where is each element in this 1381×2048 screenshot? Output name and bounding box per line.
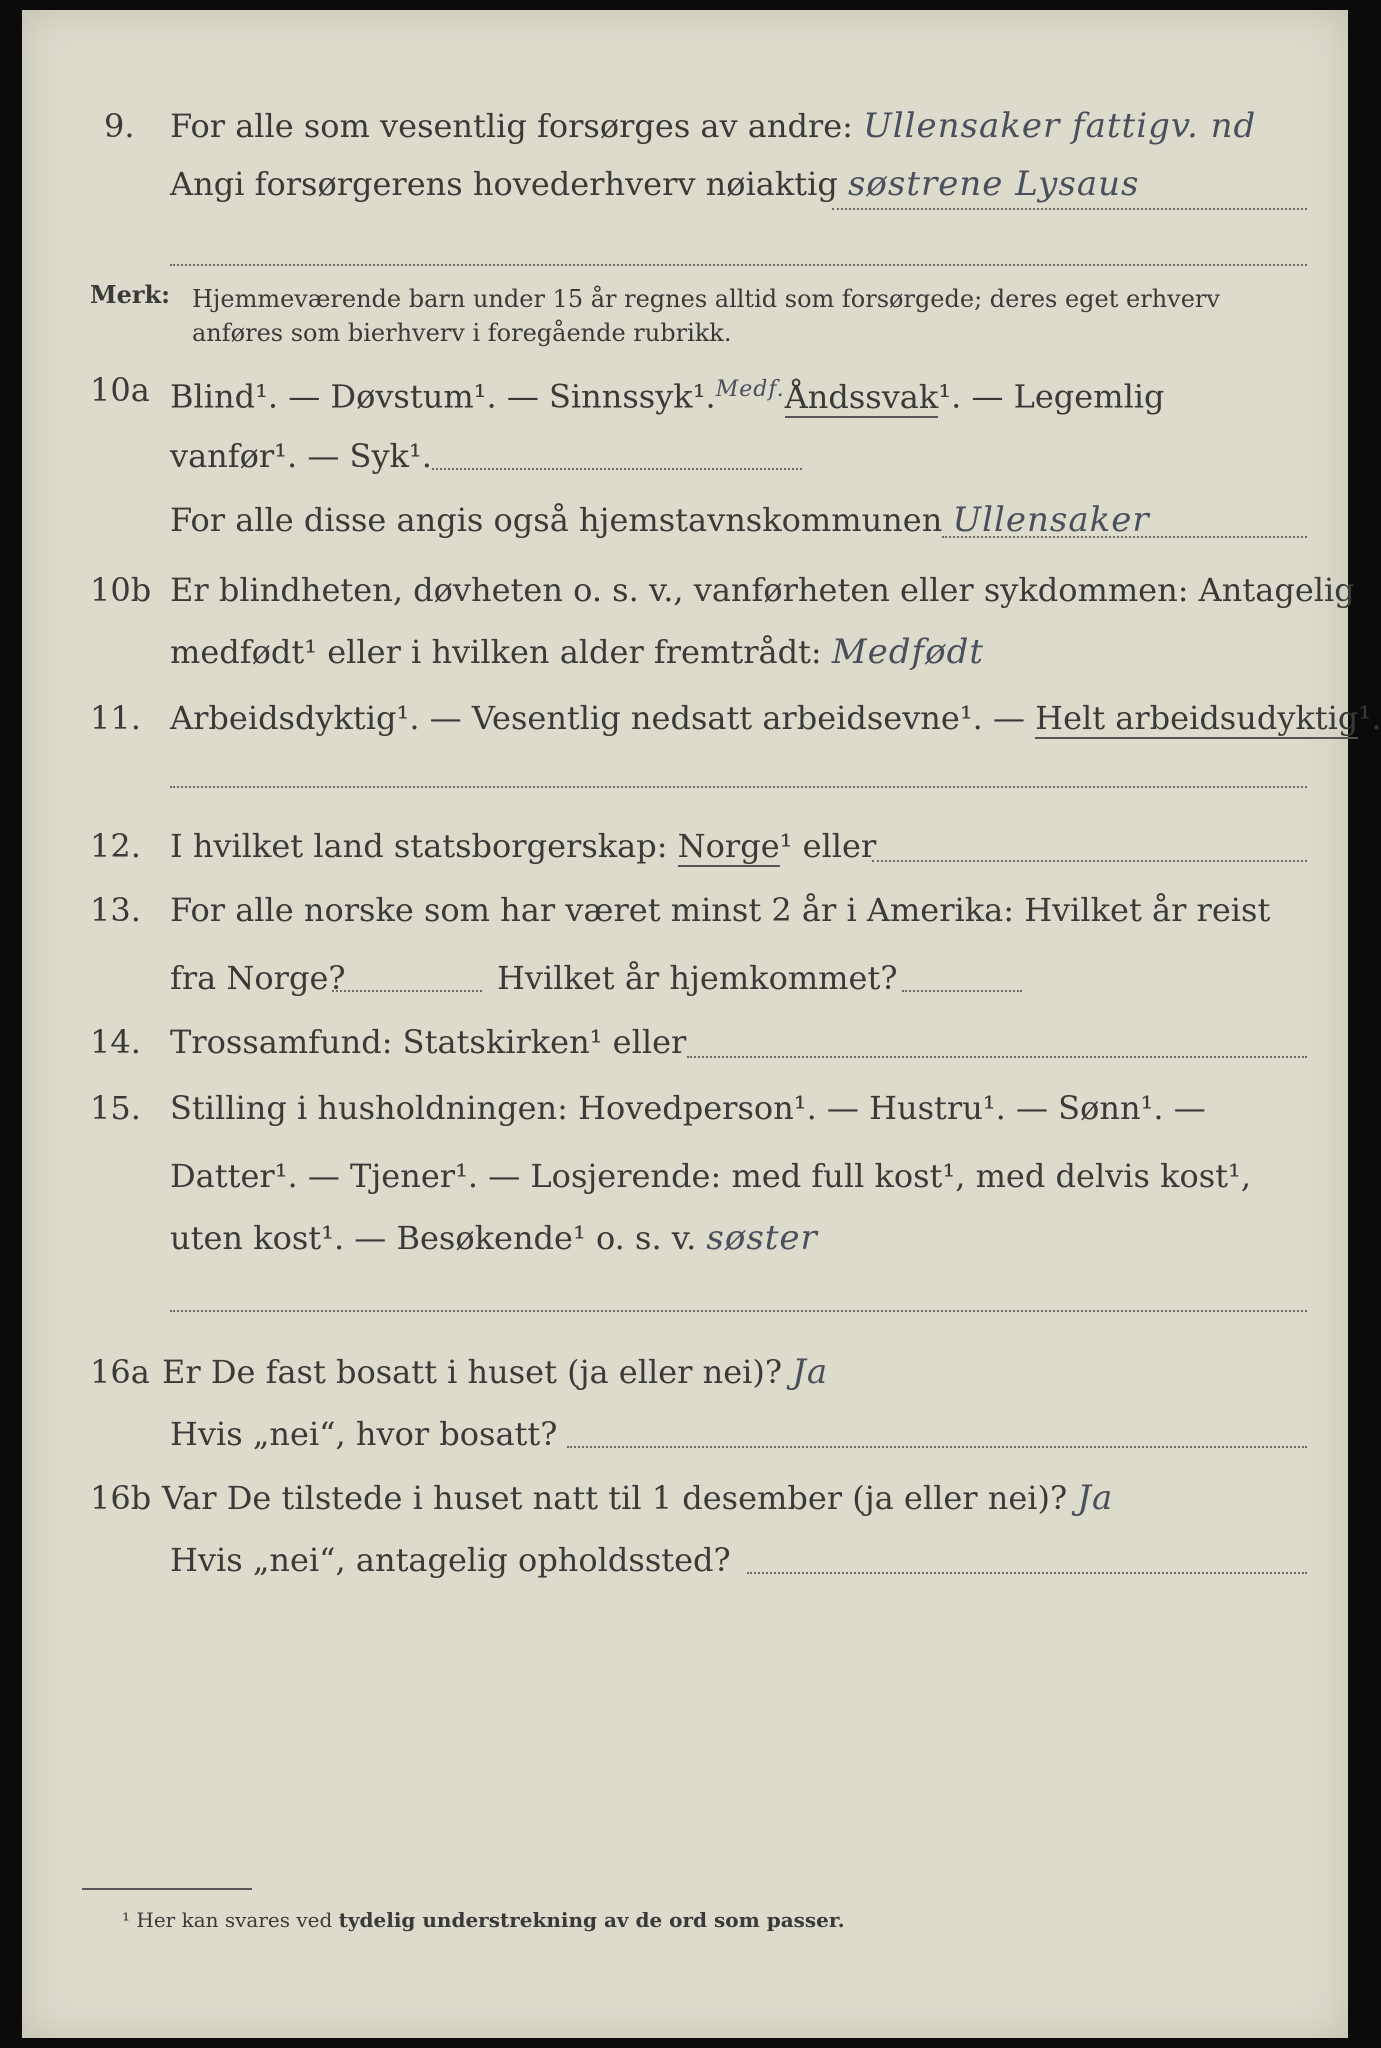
q11-blank-line — [170, 786, 1307, 788]
q16a-line1 — [162, 1352, 828, 1392]
q16a-line2-dots — [567, 1446, 1307, 1448]
q16b-line2-dots — [747, 1572, 1307, 1574]
q16a-number: 16a — [90, 1353, 150, 1391]
q11-work-ability: Arbeidsdyktig¹. — Vesentlig nedsatt arbeidsevne¹. — — [170, 699, 1025, 737]
q10a-number: 10a — [90, 371, 150, 409]
q15-line1: Stilling i husholdningen: Hovedperson¹. — Hustru¹. — Sønn¹. — — [170, 1089, 1206, 1127]
q12-citizenship-question: I hvilket land statsborgerskap: — [170, 827, 668, 865]
q16b-line1 — [162, 1478, 1113, 1518]
q12-or: ¹ eller — [779, 827, 877, 865]
q10a-disabilities-rest: ¹. — Legemlig — [938, 377, 1165, 416]
q12-line1 — [170, 826, 876, 866]
q16a-answer: Ja — [792, 1352, 829, 1392]
q10b-answer-onset: Medfødt — [831, 632, 985, 672]
footnote-text-b: tydelig understrekning av de ord som passer. — [338, 1908, 845, 1932]
q9-answer-supporter: Ullensaker fattigv. nd — [863, 106, 1257, 146]
q11-underlined-option: Helt arbeidsudyktig — [1035, 699, 1359, 737]
q10a-mark: Medf. — [715, 377, 785, 402]
q14-dots — [687, 1056, 1307, 1058]
footnote-mark: ¹ — [122, 1908, 131, 1932]
q9-line1 — [170, 106, 1256, 146]
q16b-answer: Ja — [1077, 1478, 1114, 1518]
q10b-line2 — [170, 632, 984, 672]
census-form-page — [22, 10, 1381, 2038]
q9-question-occupation: Angi forsørgerens hovederhverv nøiaktig — [170, 165, 838, 203]
q9-line2 — [170, 164, 1139, 204]
q9-blank-line — [170, 264, 1307, 266]
q15-line2: Datter¹. — Tjener¹. — Losjerende: med full kost¹, med delvis kost¹, — [170, 1157, 1252, 1195]
q10a-line1 — [170, 370, 1165, 417]
q15-line3 — [170, 1218, 818, 1258]
q16b-line2: Hvis „nei“, antagelig opholdssted? — [170, 1541, 731, 1579]
q15-answer-status: søster — [706, 1218, 818, 1258]
q16a-line2: Hvis „nei“, hvor bosatt? — [170, 1415, 558, 1453]
q9-question-supported: For alle som vesentlig forsørges av andre: — [170, 107, 853, 145]
q12-number: 12. — [90, 827, 141, 865]
q10b-number: 10b — [90, 571, 152, 609]
q10a-line3 — [170, 500, 1150, 540]
q12-dots — [872, 860, 1307, 862]
footnote — [122, 1906, 845, 1934]
q9-line2-dots — [832, 208, 1307, 210]
merk-label: Merk: — [90, 280, 170, 309]
q9-answer-occupation: søstrene Lysaus — [847, 164, 1140, 204]
q12-underlined-option: Norge — [677, 827, 780, 865]
merk-line1: Hjemmeværende barn under 15 år regnes alltid som forsørgede; deres eget erhverv — [192, 285, 1220, 313]
footnote-rule — [82, 1888, 252, 1890]
q9-number: 9. — [104, 107, 135, 145]
q10a-disabilities: Blind¹. — Døvstum¹. — Sinnssyk¹. — [170, 377, 716, 416]
q13-line1: For alle norske som har været minst 2 år i Amerika: Hvilket år reist — [170, 891, 1271, 929]
q16a-resident-question: Er De fast bosatt i huset (ja eller nei)? — [162, 1353, 783, 1391]
q15-status-options: uten kost¹. — Besøkende¹ o. s. v. — [170, 1219, 697, 1257]
q11-footnote-mark: ¹. — [1358, 699, 1381, 737]
q13-number: 13. — [90, 891, 141, 929]
q11-line1 — [170, 698, 1381, 738]
q13-year-returned-dots — [902, 990, 1022, 992]
q13-line2-a: fra Norge? — [170, 959, 346, 997]
footnote-text-a: Her kan svares ved — [136, 1908, 333, 1932]
q10a-underlined-option: Åndssvak — [784, 377, 939, 416]
q15-number: 15. — [90, 1089, 141, 1127]
q13-year-left-dots — [332, 990, 482, 992]
q10a-home-municipality-question: For alle disse angis også hjemstavnskommunen — [170, 501, 943, 539]
q10a-line2-dots — [432, 468, 802, 470]
q10b-onset-question: medfødt¹ eller i hvilken alder fremtrådt: — [170, 633, 822, 671]
q10b-line1: Er blindheten, døvheten o. s. v., vanførheten eller sykdommen: Antagelig — [170, 571, 1355, 609]
q16b-number: 16b — [90, 1479, 152, 1517]
q10a-answer-municipality: Ullensaker — [952, 500, 1150, 540]
q16b-present-question: Var De tilstede i huset natt til 1 desember (ja eller nei)? — [162, 1479, 1068, 1517]
merk-line2: anføres som bierhverv i foregående rubrikk. — [192, 319, 732, 347]
q13-line2-b: Hvilket år hjemkommet? — [497, 959, 898, 997]
q10a-line3-dots — [942, 536, 1307, 538]
q15-blank-line — [170, 1310, 1307, 1312]
q11-number: 11. — [90, 699, 141, 737]
q10a-line2: vanfør¹. — Syk¹. — [170, 437, 432, 475]
q14-number: 14. — [90, 1023, 141, 1061]
q14-line1: Trossamfund: Statskirken¹ eller — [170, 1023, 687, 1061]
